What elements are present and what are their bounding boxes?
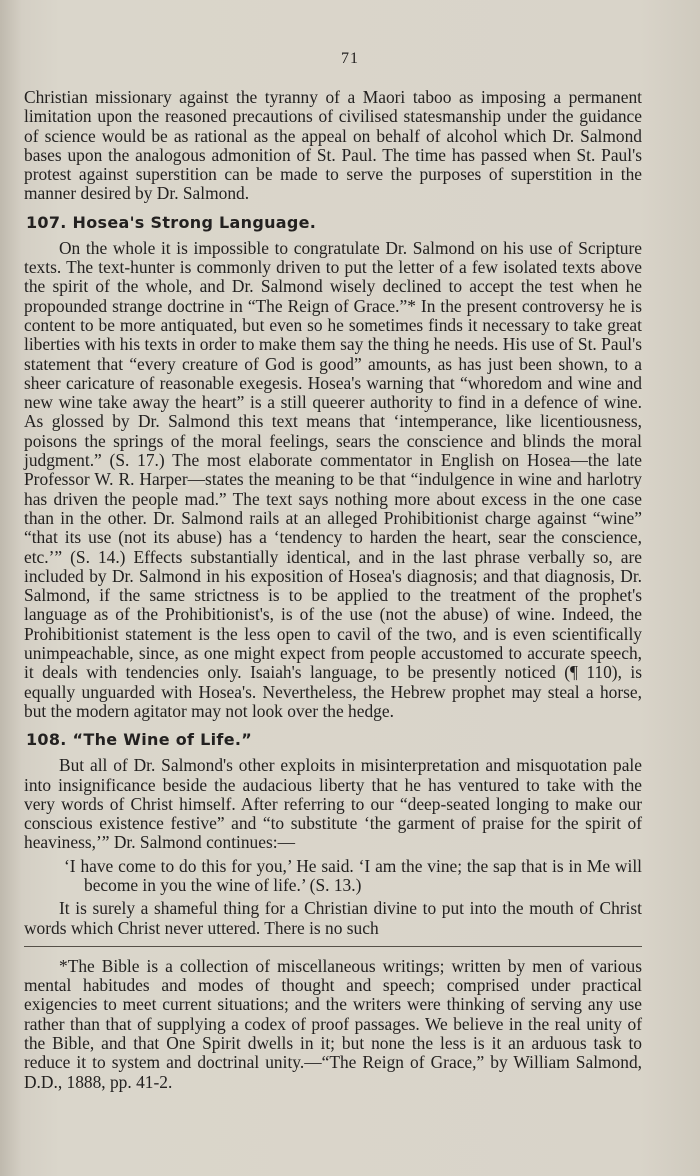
section-107-heading: 107. Hosea's Strong Language. xyxy=(26,212,317,232)
block-quote: ‘I have come to do this for you,’ He said. ‘I am the vine; the sap that is in Me will become in you the wine of life.’ (S. 13.) xyxy=(64,855,642,895)
footnote-text: *The Bible is a collection of miscellaneous writings; written by men of various mental habitudes and modes of thought and speech; comprised under practical exigencies to meet current situations; and the writers were thinking of serving any use rather than that of supplying a codex of proof passages. We believe in the real unity of the Bible, and that One Spirit dwells in it; but none the less is it an arduous task to reduce it to system and doctrinal unity.—“The Reign of Grace,” by William Salmond, D.D., 1888, pp. 41-2. xyxy=(24,955,642,1092)
section-108-heading: 108. “The Wine of Life.” xyxy=(26,730,253,750)
footnote-divider xyxy=(24,946,642,947)
footnote xyxy=(24,957,642,1092)
page-content xyxy=(24,88,642,1092)
section-108-paragraph-2: It is surely a shameful thing for a Christian divine to put into the mouth of Christ words which Christ never uttered. There is no such xyxy=(24,898,642,938)
intro-paragraph: Christian missionary against the tyranny of a Maori taboo as imposing a permanent limitation upon the reasoned precautions of civilised statesmanship under the guidance of science would be as rational as the appeal on behalf of alcohol which Dr. Salmond bases upon the analogous admonition of St. Paul. The time has passed when St. Paul's protest against superstition can be made to serve the purposes of superstition in the manner desired by Dr. Salmond. xyxy=(24,87,642,204)
section-108-paragraph: But all of Dr. Salmond's other exploits in misinterpretation and misquotation pale into insignificance beside the audacious liberty that he has ventured to take with the very words of Christ himself. After referring to our “deep-seated longing to make our conscious existence festive” and “to substitute ‘the garment of praise for the spirit of heaviness,’” Dr. Salmond continues:— xyxy=(24,755,642,853)
section-107-paragraph: On the whole it is impossible to congratulate Dr. Salmond on his use of Scripture texts. The text-hunter is commonly driven to put the letter of a few isolated texts above the spirit of the whole, and Dr. Salmond wisely declined to accept the test when he propounded strange doctrine in “The Reign of Grace.”* In the present controversy he is content to be more antiquated, but even so he sometimes finds it necessary to take great liberties with his texts in order to make them say the thing he needs. His use of St. Paul's statement that “every creature of God is good” amounts, as has just been shown, to a sheer caricature of reasonable exegesis. Hosea's warning that “whoredom and wine and new wine take away the heart” is a still queerer authority to find in a defence of wine. As glossed by Dr. Salmond this text means that ‘intemperance, like licentiousness, poisons the springs of the moral feelings, sears the conscience and blinds the moral judgment.” (S. 17.) The most elaborate commentator in English on Hosea—the late Professor W. R. Harper—states the meaning to be that “indulgence in wine and harlotry has driven the people mad.” The text says nothing more about excess in the one case than in the other. Dr. Salmond rails at an alleged Prohibitionist charge against “wine” “that its use (not its abuse) has a ‘tendency to harden the heart, sear the conscience, etc.’” (S. 14.) Effects substantially identical, and in the last phrase verbally so, are included by Dr. Salmond in his exposition of Hosea's diagnosis; and that diagnosis, Dr. Salmond, if the same strictness is to be applied to the treatment of the prophet's language as of the Prohibitionist's, is of the use (not the abuse) of wine. Indeed, the Prohibitionist statement is the less open to cavil of the two, and is even scientifically unimpeachable, since, as one might expect from people accustomed to accurate speech, it deals with tendencies only. Isaiah's language, to be presently noticed (¶ 110), is equally unguarded with Hosea's. Nevertheless, the Hebrew prophet may steal a horse, but the modern agitator may not look over the hedge. xyxy=(24,237,642,721)
page-number: 71 xyxy=(341,50,359,67)
